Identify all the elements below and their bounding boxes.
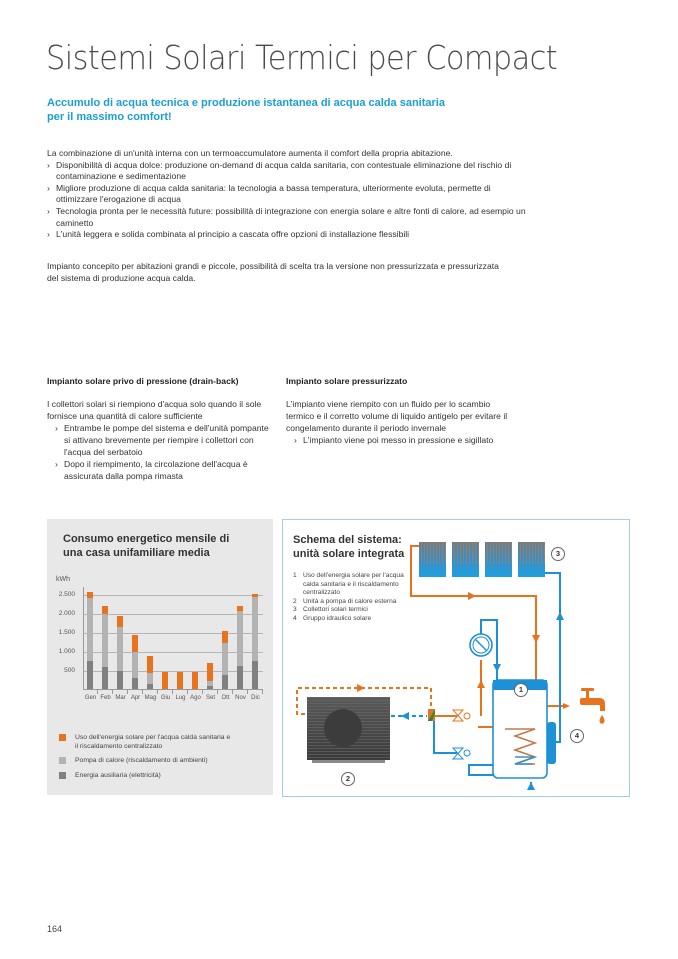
bar-segment [132, 635, 138, 652]
x-tick [262, 690, 263, 694]
x-tick [142, 690, 143, 694]
arrow-icon [493, 664, 501, 672]
y-axis-label: kWh [56, 576, 70, 583]
section-heading: Impianto solare privo di pressione (drain-back) [47, 376, 239, 386]
arrow-icon [357, 684, 365, 692]
x-tick-label: Ott [221, 695, 230, 701]
callout-1: 1 [514, 683, 528, 697]
x-tick [217, 690, 218, 694]
bar-segment [117, 616, 123, 627]
x-tick [232, 690, 233, 694]
bar-segment [147, 656, 153, 673]
mixing-valve-icon [428, 709, 435, 721]
callout-2: 2 [341, 772, 355, 786]
y-tick: 500 [64, 667, 75, 674]
bar-segment [177, 672, 183, 689]
section-bullet: › L'impianto viene poi messo in pressione e sigillato [294, 434, 511, 446]
legend-swatch-heat-pump [59, 757, 66, 764]
bar-segment [87, 592, 93, 598]
bar-segment [237, 611, 243, 666]
x-axis-labels [83, 693, 263, 705]
bar-segment [207, 663, 213, 680]
diagram-title-line-1: Schema del sistema: [293, 534, 402, 546]
section-paragraph: I collettori solari si riempiono d'acqua solo quando il sole fornisce una quantità di calore sufficiente [47, 399, 262, 421]
intro-note: Impianto concepito per abitazioni grandi e piccole, possibilità di scelta tra la versione non pressurizzata e pressurizzata del sistema di produzione acqua calda. [47, 261, 499, 283]
pressurized-section [286, 376, 511, 446]
page-title: Sistemi Solari Termici per Compact [46, 38, 558, 77]
x-tick-label: Ago [190, 695, 201, 701]
x-tick-label: Mar [115, 695, 126, 701]
item-number: 4 [293, 614, 297, 622]
bar-segment [192, 672, 198, 689]
y-tick: 1.000 [58, 648, 75, 655]
bar-segment [147, 684, 153, 689]
bar-segment [237, 666, 243, 689]
item-number: 3 [293, 606, 297, 614]
section-text [286, 398, 511, 446]
item-text: Uso dell'energia solare per l'acqua calda sanitaria e il riscaldamento centralizzato [303, 572, 404, 597]
chart-title-line-1: Consumo energetico mensile di [63, 533, 230, 545]
arrow-icon [477, 680, 485, 688]
bar-segment [117, 671, 123, 689]
legend-label-heat-pump: Pompa di calore (riscaldamento di ambienti) [75, 757, 208, 764]
callout-3: 3 [551, 547, 565, 561]
arrow-icon [527, 782, 535, 790]
legend-text: il riscaldamento centralizzato [75, 743, 163, 750]
intro-bullet: › Tecnologia pronta per le necessità future: possibilità di integrazione con energia solare e altre fonti di calore, ad esempio un caminetto [47, 206, 527, 229]
legend-label-solar [75, 733, 265, 751]
x-tick-label: Apr [130, 695, 141, 701]
x-tick [202, 690, 203, 694]
intro-section [47, 148, 527, 241]
item-number: 1 [293, 572, 297, 579]
bar-segment [252, 594, 258, 597]
diagram-title-line-2: unità solare integrata [293, 548, 405, 560]
y-tick: 2.500 [58, 591, 75, 598]
x-tick-label: Set [205, 695, 215, 701]
bar-segment [87, 661, 93, 689]
x-tick [157, 690, 158, 694]
intro-lead: La combinazione di un'unità interna con un termoaccumulatore aumenta il comfort della propria abitazione. [47, 148, 453, 158]
legend-swatch-solar [59, 734, 66, 741]
x-tick-label: Gen [84, 695, 97, 701]
bar-segment [222, 643, 228, 675]
x-tick [112, 690, 113, 694]
system-diagram [282, 519, 630, 797]
bar-segment [117, 627, 123, 670]
bar-segment [207, 686, 213, 689]
x-tick-label: Feb [100, 695, 111, 701]
bar-segment [102, 614, 108, 667]
y-tick: 2.000 [58, 610, 75, 617]
arrow-icon [556, 612, 564, 620]
intro-bullet: › L'unità leggera e solida combinata al principio a cascata offre opzioni di installazione flessibili [47, 229, 527, 241]
bar-segment [132, 678, 138, 689]
heat-pump-unit-icon [307, 697, 390, 763]
legend-swatch-auxiliary [59, 772, 66, 779]
bar-segment [87, 598, 93, 661]
bar-segment [207, 681, 213, 686]
callout-4: 4 [570, 729, 584, 743]
item-text: Gruppo idraulico solare [303, 614, 372, 622]
diagram-graphic [283, 520, 629, 796]
chart-title-line-2: una casa unifamiliare media [63, 547, 210, 559]
bar-segment [102, 606, 108, 614]
section-text [47, 398, 272, 482]
x-tick [97, 690, 98, 694]
bar-segment [252, 661, 258, 689]
x-tick [172, 690, 173, 694]
item-text: Collettori solari termici [303, 606, 368, 614]
x-tick-label: Lug [175, 695, 186, 701]
bar-segment [237, 606, 243, 611]
bar-segment [102, 667, 108, 689]
section-heading: Impianto solare pressurizzato [286, 376, 408, 386]
page-subtitle [47, 97, 647, 124]
arrow-icon [532, 635, 540, 643]
x-tick-label: Nov [235, 695, 246, 701]
arrow-icon [468, 592, 476, 600]
bar-segment [162, 672, 168, 689]
subtitle-line-2: per il massimo comfort! [47, 110, 172, 123]
page-number: 164 [47, 924, 63, 934]
pressure-gauge-icon [470, 634, 492, 656]
bar-segment [147, 673, 153, 684]
x-tick-label: Giu [160, 695, 171, 701]
intro-bullet: › Disponibilità di acqua dolce: produzione on-demand di acqua calda sanitaria, con contestuale eliminazione del rischio di contaminazione e sedimentazione [47, 160, 527, 183]
water-tap-icon [580, 688, 605, 724]
x-tick [187, 690, 188, 694]
subtitle-line-1: Accumulo di acqua tecnica e produzione istantanea di acqua calda sanitaria [47, 97, 445, 109]
legend-text: Uso dell'energia solare per l'acqua calda sanitaria e [75, 734, 231, 741]
x-tick [127, 690, 128, 694]
section-bullet: › Entrambe le pompe del sistema e dell'unità pompante si attivano brevemente per riempire i collettori con l'acqua del serbatoio [55, 422, 272, 458]
arrow-icon [401, 712, 409, 720]
bar-segment [132, 652, 138, 678]
bar-segment [222, 675, 228, 689]
intro-bullet: › Migliore produzione di acqua calda sanitaria: la tecnologia a bassa temperatura, ulteriormente evoluta, permette di ottimizzare l'erogazione di acqua [47, 183, 527, 206]
item-number: 2 [293, 597, 297, 605]
x-tick-label: Dic [251, 695, 260, 701]
drain-back-section [47, 376, 272, 482]
x-tick-label: Mag [144, 695, 157, 701]
legend-label-auxiliary: Energia ausiliaria (elettricità) [75, 772, 161, 779]
bar-segment [222, 631, 228, 642]
x-tick [247, 690, 248, 694]
item-text: Unità a pompa di calore esterna [303, 597, 397, 605]
energy-consumption-chart [47, 519, 273, 795]
y-tick: 1.500 [58, 629, 75, 636]
section-paragraph: L'impianto viene riempito con un fluido per lo scambio termico e il corretto volume di liquido antigelo per evitare il congelamento durante il periodo invernale [286, 399, 508, 433]
arrow-icon [563, 703, 570, 709]
section-bullet: › Dopo il riempimento, la circolazione dell'acqua è assicurata dalla pompa rimasta [55, 458, 272, 482]
bars-area [83, 519, 263, 690]
bar-segment [252, 597, 258, 662]
solar-collectors-icon [419, 542, 545, 577]
